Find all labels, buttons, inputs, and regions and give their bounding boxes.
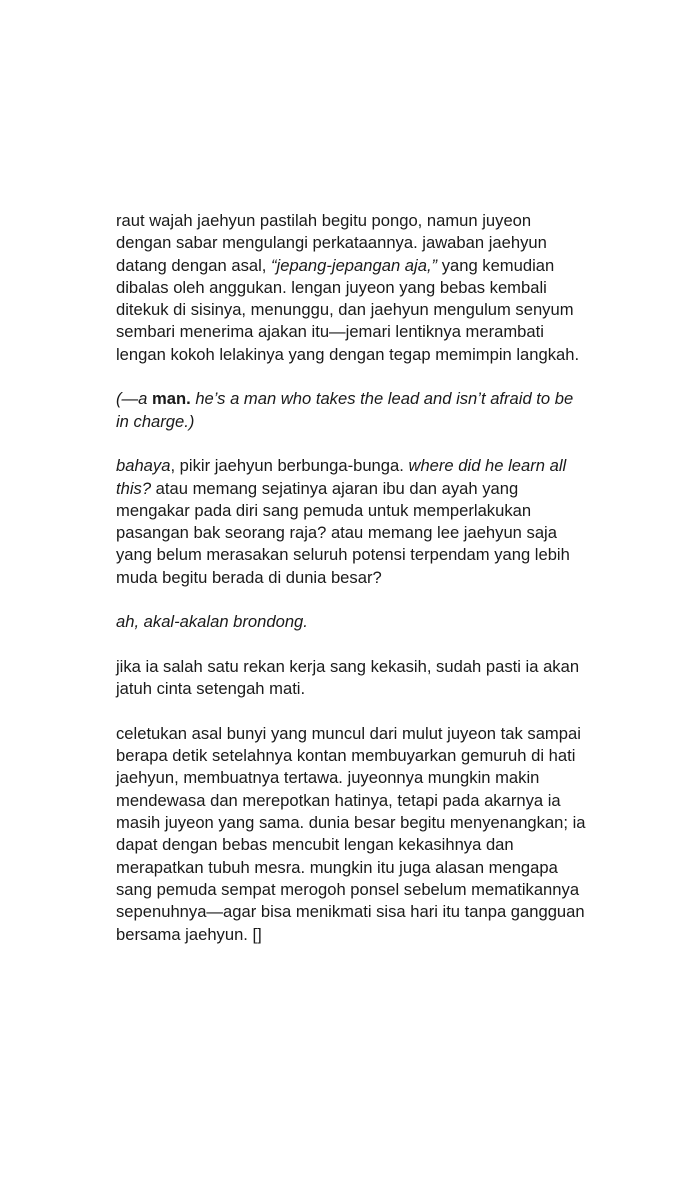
p3-text-a: , pikir jaehyun berbunga-bunga.	[170, 456, 409, 476]
p1-quote: “jepang-jepangan aja,”	[271, 255, 438, 275]
p4-text: ah, akal-akalan brondong.	[116, 612, 308, 632]
p1-text-a: raut wajah jaehyun pastilah begitu pongo, namun juyeon dengan sabar mengulangi perkataannya. jawaban jaehyun datang dengan asal,	[116, 211, 547, 275]
p6-text: celetukan asal bunyi yang muncul dari mulut juyeon tak sampai berapa detik setelahnya kontan membuyarkan gemuruh di hati jaehyun, membuatnya tertawa. juyeonnya mungkin makin mendewasa dan merepotkan hatinya, tetapi pada akarnya ia masih juyeon yang sama. dunia besar begitu menyenangkan; ia dapat dengan bebas mencubit lengan kekasihnya dan merapatkan tubuh mesra. mungkin itu juga alasan mengapa sang pemuda sempat merogoh ponsel sebelum mematikannya sepenuhnya—agar bisa menikmati sisa hari itu tanpa gangguan bersama jaehyun. []	[116, 723, 586, 944]
paragraph-6	[116, 723, 586, 946]
p1-text-b: yang kemudian dibalas oleh anggukan. lengan juyeon yang bebas kembali ditekuk di sisinya, menunggu, dan jaehyun mengulum senyum sembari menerima ajakan itu—jemari lentiknya merambati lengan kokoh lelakinya yang dengan tegap memimpin langkah.	[116, 255, 580, 364]
paragraph-5	[116, 656, 586, 701]
story-text	[116, 210, 586, 968]
p5-text: jika ia salah satu rekan kerja sang kekasih, sudah pasti ia akan jatuh cinta setengah mati.	[116, 656, 580, 699]
p3-text-b: atau memang sejatinya ajaran ibu dan ayah yang mengakar pada diri sang pemuda untuk memperlakukan pasangan bak seorang raja? atau memang lee jaehyun saja yang belum merasakan seluruh potensi terpendam yang lebih muda begitu berada di dunia besar?	[116, 478, 570, 587]
paragraph-2	[116, 388, 586, 433]
p3-italic-a: bahaya	[116, 456, 171, 476]
p3-italic-b: where did he learn all this?	[116, 456, 567, 498]
p2-text-a: (—a	[116, 389, 152, 409]
p2-text-b: he’s a man who takes the lead and isn’t afraid to be in charge.)	[116, 389, 574, 431]
paragraph-4	[116, 611, 586, 633]
paragraph-3	[116, 455, 586, 589]
p2-emphasis: man.	[151, 389, 191, 409]
paragraph-1	[116, 210, 586, 366]
